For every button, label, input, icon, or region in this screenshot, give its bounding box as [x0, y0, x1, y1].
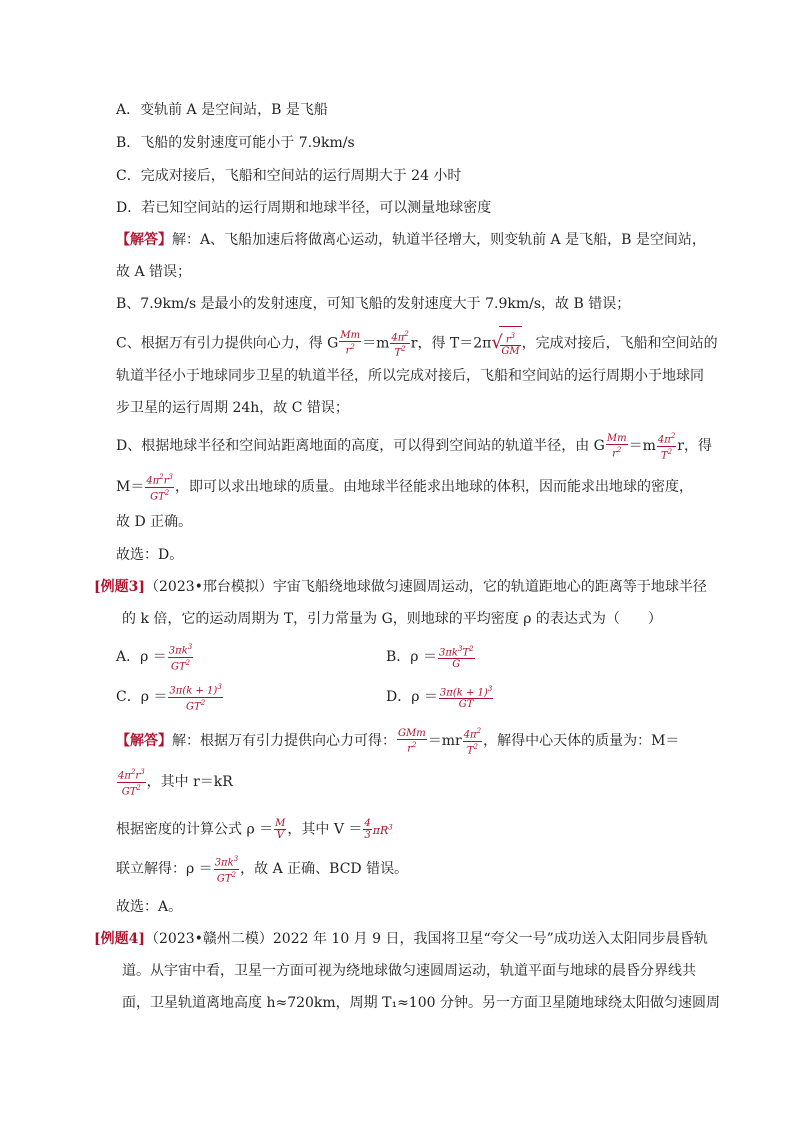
answer-choice: 故选：A。	[116, 899, 183, 915]
answer-line: 步卫星的运行周期 24h，故 C 错误；	[116, 400, 349, 416]
answer-tag: 【解答】	[116, 232, 172, 248]
answer-line: C、根据万有引力提供向心力，得 G $\frac{Mm}{r^2}$ ＝m $\frac{4\pi^2}{T^2}$ r，得 T＝2π √ $\frac{r^3}{GM}$ ，完成对接后，飞船和空间站的	[116, 326, 718, 361]
option-b: B．ρ ＝ $\frac{3\pi k^3T^2}{G}$	[386, 644, 474, 671]
answer-line: 联立解得：ρ ＝ $\frac{3\pi k^3}{GT^2}$ ，故 A 正确、BCD 错误。	[116, 855, 409, 884]
example-4-title: [例题4]（2023•赣州二模）2022 年 10 月 9 日，我国将卫星“夸父一号”成功送入太阳同步晨昏轨	[94, 931, 708, 947]
example-3-title: [例题3]（2023•邢台模拟）宇宙飞船绕地球做匀速圆周运动，它的轨道距地心的距离等于地球半径	[94, 579, 707, 595]
answer-line: 轨道半径小于地球同步卫星的轨道半径，所以完成对接后，飞船和空间站的运行周期小于地球同	[116, 368, 704, 384]
option-c: C．ρ ＝ $\frac{3\pi(k + 1)^3}{GT^2}$	[116, 683, 222, 712]
answer-tag: 【解答】	[116, 733, 172, 749]
formula-fraction: $\frac{Mm}{r^2}$	[340, 330, 361, 357]
formula-fraction: $\frac{4\pi^2r^3}{GT^2}$	[146, 473, 173, 502]
example-4-line: 道。从宇宙中看，卫星一方面可视为绕地球做匀速圆周运动，轨道平面与地球的晨昏分界线共	[122, 963, 696, 979]
answer-choice: 故选：D。	[116, 547, 184, 563]
answer-line: 根据密度的计算公式 ρ ＝ $\frac{M}{V}$ ，其中 V ＝ $\frac{4}{3}$ $\pi R^3$	[116, 818, 393, 842]
option-d: D．若已知空间站的运行周期和地球半径，可以测量地球密度	[116, 200, 492, 216]
answer-line: 故 A 错误；	[116, 264, 192, 280]
option-d: D．ρ ＝ $\frac{3\pi(k + 1)^3}{GT}$	[386, 684, 493, 711]
option-a: A．变轨前 A 是空间站，B 是飞船	[116, 102, 328, 118]
option-b: B．飞船的发射速度可能小于 7.9km/s	[116, 135, 355, 151]
answer-line: $\frac{4\pi^2r^3}{GT^2}$ ，其中 r＝kR	[118, 768, 233, 797]
formula-fraction: $\frac{4\pi^2}{T^2}$	[657, 432, 676, 461]
answer-line: 【解答】解：根据万有引力提供向心力可得： GMm $r^2$ ＝mr $\frac{4\pi^2}{T^2}$ ，解得中心天体的质量为：M＝	[116, 727, 680, 756]
formula-fraction: $\frac{4\pi^2}{T^2}$	[391, 329, 409, 359]
option-a: A．ρ ＝ $\frac{3\pi k^3}{GT^2}$	[116, 643, 193, 672]
example-tag: [例题3]	[94, 579, 145, 595]
answer-line: 【解答】解：A、飞船加速后将做离心运动，轨道半径增大，则变轨前 A 是飞船，B 是空间站，	[116, 232, 706, 248]
sqrt-formula: √ $\frac{r^3}{GM}$	[491, 326, 521, 361]
option-c: C．完成对接后，飞船和空间站的运行周期大于 24 小时	[116, 168, 462, 184]
answer-line: B、7.9km/s 是最小的发射速度，可知飞船的发射速度大于 7.9km/s，故 B 错误；	[116, 296, 631, 312]
example-tag: [例题4]	[94, 931, 145, 947]
answer-line: M＝ $\frac{4\pi^2r^3}{GT^2}$ ，即可以求出地球的质量。由地球半径能求出地球的体积，因而能求出地球的密度，	[116, 473, 693, 502]
answer-line: 故 D 正确。	[116, 514, 193, 530]
example-4-line: 面，卫星轨道离地高度 h≈720km，周期 T₁≈100 分钟。另一方面卫星随地球绕太阳做匀速圆周	[122, 995, 720, 1011]
example-3-line: 的 k 倍，它的运动周期为 T，引力常量为 G，则地球的平均密度 ρ 的表达式为（ ）	[122, 611, 662, 627]
answer-line: D、根据地球半径和空间站距离地面的高度，可以得到空间站的轨道半径，由 G $\frac{Mm}{r^2}$ ＝m $\frac{4\pi^2}{T^2}$ r，得	[116, 432, 712, 461]
formula-fraction: $\frac{Mm}{r^2}$	[606, 432, 627, 460]
